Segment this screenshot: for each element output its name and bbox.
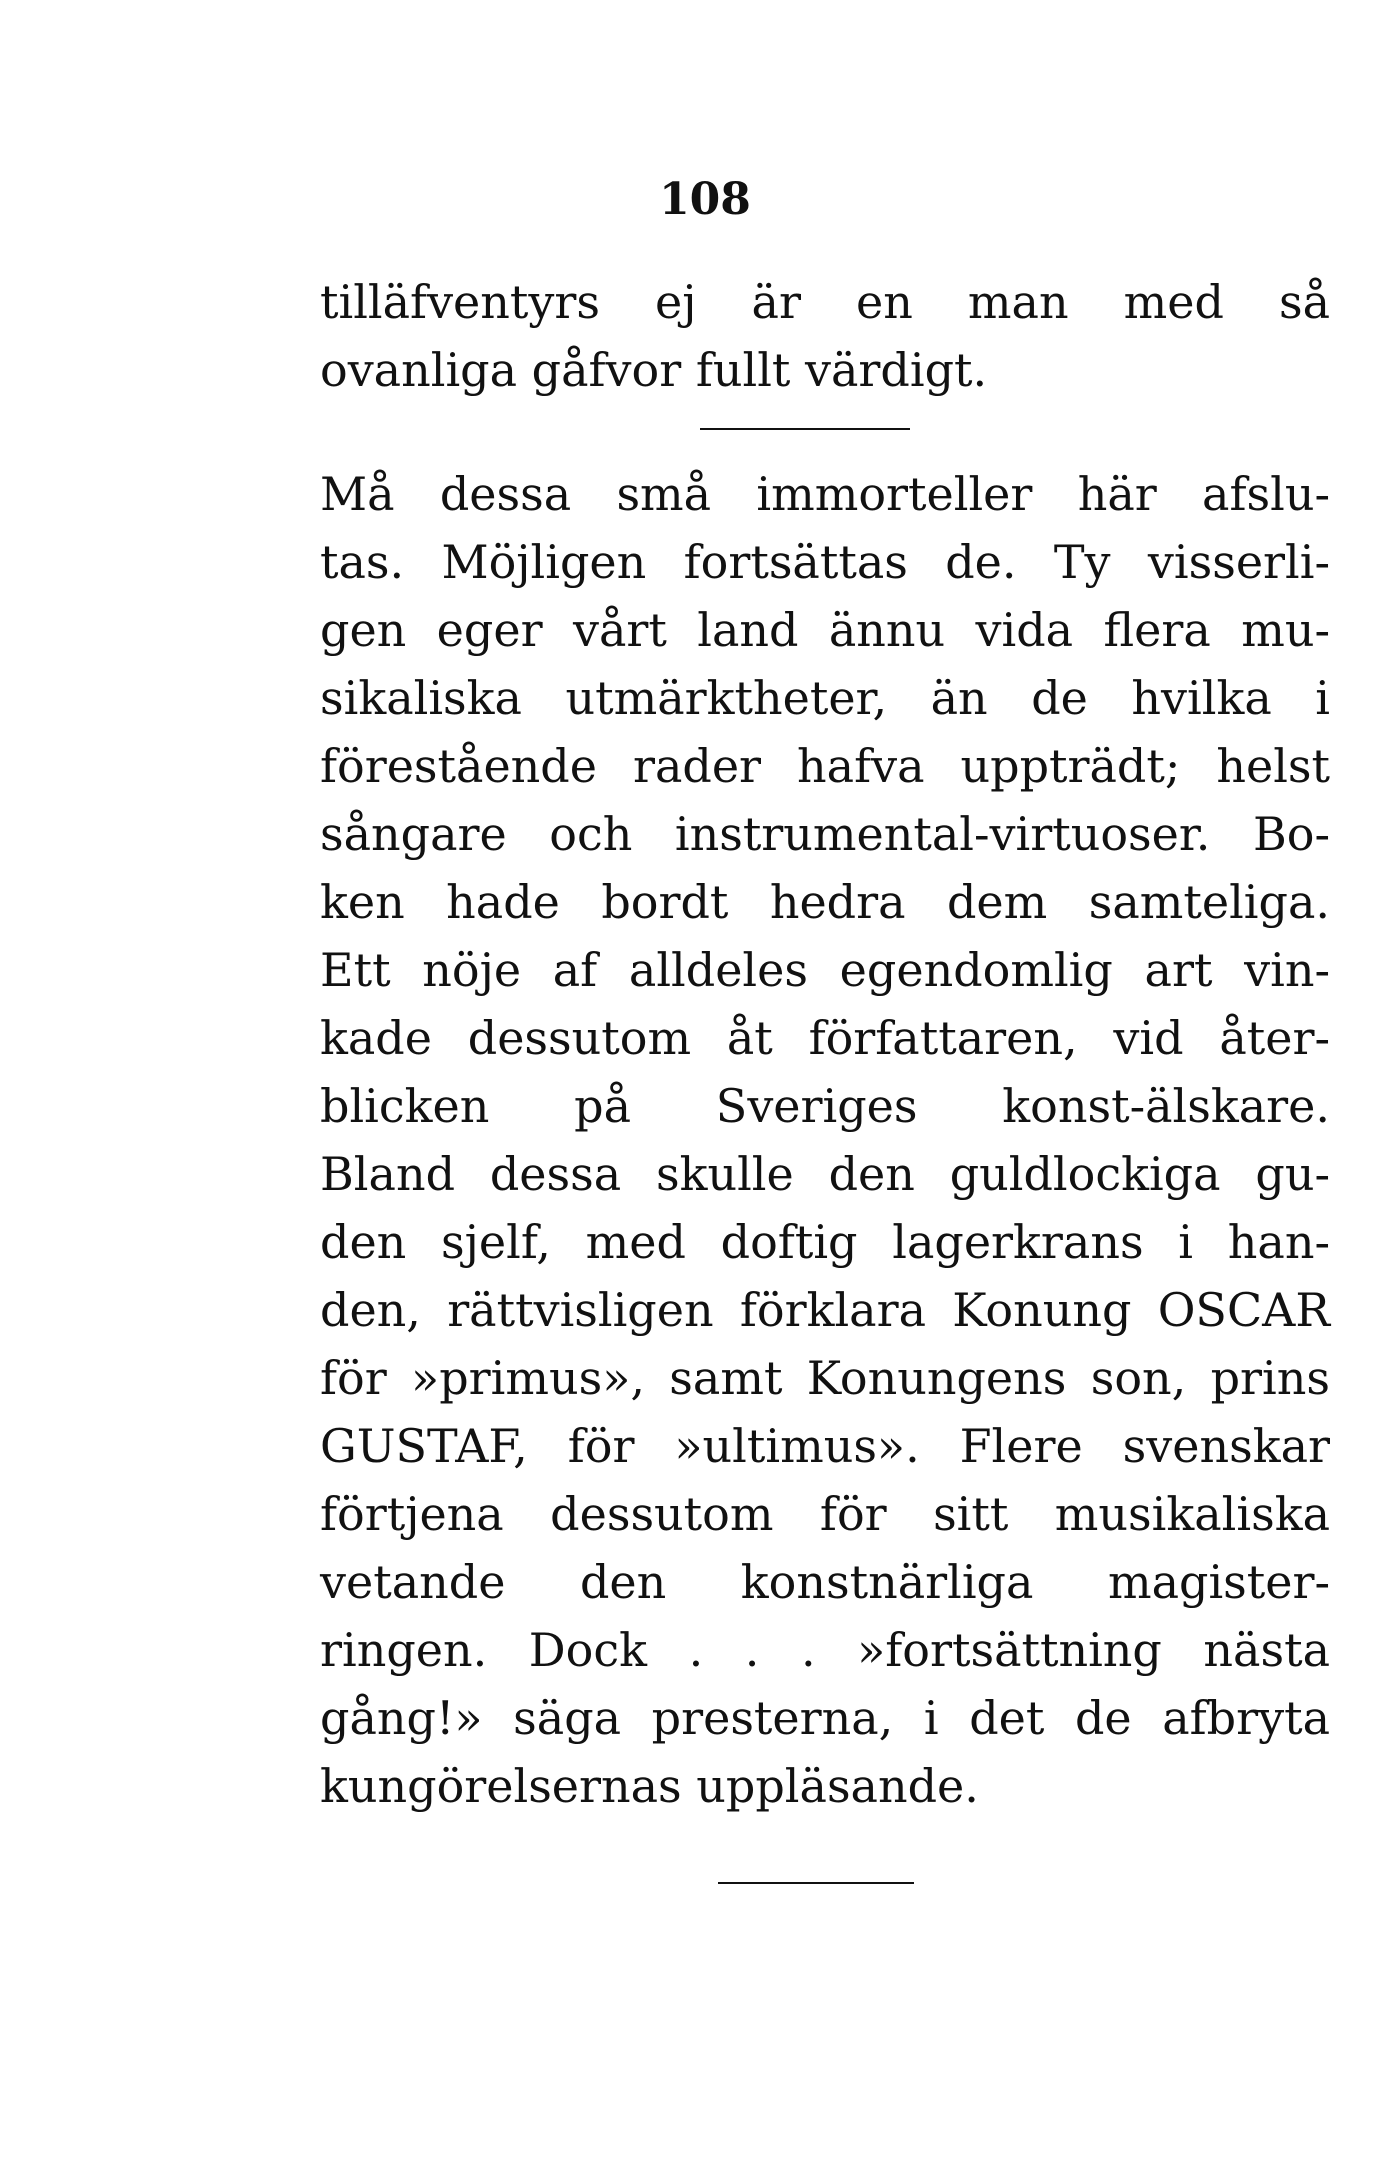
end-divider bbox=[718, 1882, 914, 1884]
text-line: kungörelsernas uppläsande. bbox=[320, 1759, 979, 1813]
text-line: sikaliska utmärktheter, än de hvilka i bbox=[320, 671, 1330, 725]
text-line: förtjena dessutom för sitt musikaliska bbox=[320, 1487, 1330, 1541]
text-line: blicken på Sveriges konst-älskare. bbox=[320, 1079, 1330, 1133]
text-line: förestående rader hafva uppträdt; helst bbox=[320, 739, 1330, 793]
text-line: tilläfventyrs ej är en man med så bbox=[320, 275, 1330, 329]
text-line: gång!» säga presterna, i det de afbryta bbox=[320, 1691, 1330, 1745]
section-divider bbox=[700, 428, 910, 430]
text-line: sångare och instrumental-virtuoser. Bo- bbox=[320, 807, 1330, 861]
text-line: gen eger vårt land ännu vida flera mu- bbox=[320, 603, 1330, 657]
text-line: Ett nöje af alldeles egendomlig art vin- bbox=[320, 943, 1330, 997]
text-line: den sjelf, med doftig lagerkrans i han- bbox=[320, 1215, 1330, 1269]
text-line: vetande den konstnärliga magister- bbox=[320, 1555, 1330, 1609]
text-line: ovanliga gåfvor fullt värdigt. bbox=[320, 343, 988, 397]
paragraph-main bbox=[320, 460, 1330, 1820]
page-number: 108 bbox=[659, 174, 751, 225]
text-line: ken hade bordt hedra dem samteliga. bbox=[320, 875, 1330, 929]
text-line: för »primus», samt Konungens son, prins bbox=[320, 1351, 1330, 1405]
text-line: den, rättvisligen förklara Konung OSCAR bbox=[320, 1283, 1330, 1337]
paragraph-continuation bbox=[320, 268, 1330, 404]
text-line: GUSTAF, för »ultimus». Flere svenskar bbox=[320, 1419, 1330, 1473]
text-line: tas. Möjligen fortsättas de. Ty visserli- bbox=[320, 535, 1330, 589]
text-line: ringen. Dock . . . »fortsättning nästa bbox=[320, 1623, 1330, 1677]
text-line: Må dessa små immorteller här afslu- bbox=[320, 467, 1330, 521]
text-line: Bland dessa skulle den guldlockiga gu- bbox=[320, 1147, 1330, 1201]
text-line: kade dessutom åt författaren, vid åter- bbox=[320, 1011, 1330, 1065]
